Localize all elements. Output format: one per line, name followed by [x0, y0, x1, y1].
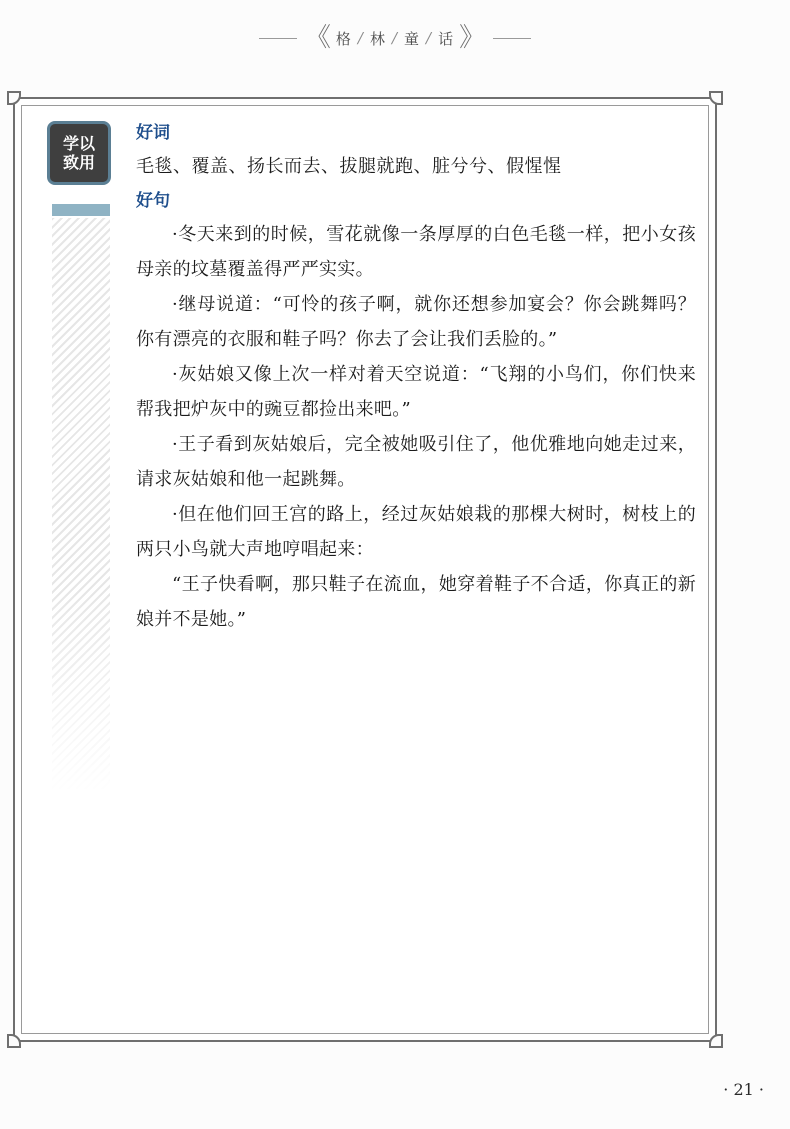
- header-right-bracket: 》: [459, 23, 486, 53]
- page-number: · 21 ·: [723, 1080, 764, 1099]
- sentence-item: [136, 427, 696, 497]
- main-content: [136, 117, 696, 637]
- sentence-text: ·继母说道：“可怜的孩子啊，就你还想参加宴会？你会跳舞吗？你有漂亮的衣服和鞋子吗？你去了会让我们丢脸的。”: [136, 294, 696, 350]
- decorative-stripes: [52, 218, 110, 793]
- frame-corner: [709, 1034, 723, 1048]
- sentence-item: [136, 497, 696, 567]
- sentence-text: ·王子看到灰姑娘后，完全被她吸引住了，他优雅地向她走过来，请求灰姑娘和他一起跳舞。: [136, 434, 696, 490]
- frame-corner: [709, 91, 723, 105]
- header-left-bracket: 《: [304, 23, 331, 53]
- sentence-item: [136, 217, 696, 287]
- sentence-text: “王子快看啊，那只鞋子在流血，她穿着鞋子不合适，你真正的新娘并不是她。”: [136, 574, 696, 630]
- book-title-char: 格: [335, 29, 352, 48]
- good-words-heading: 好词: [136, 123, 170, 143]
- sentence-item: [136, 567, 696, 637]
- book-title: [333, 28, 457, 49]
- running-header: [0, 18, 790, 58]
- section-badge: [47, 121, 111, 185]
- title-separator: /: [426, 29, 433, 47]
- frame-corner: [7, 1034, 21, 1048]
- book-title-char: 童: [404, 29, 421, 48]
- title-separator: /: [391, 29, 399, 47]
- frame-corner: [7, 91, 21, 105]
- book-title-char: 林: [369, 29, 386, 48]
- good-sentences-heading: 好句: [136, 191, 170, 211]
- sentence-item: [136, 287, 696, 357]
- title-separator: /: [357, 29, 364, 47]
- header-left-rule: [259, 38, 297, 39]
- badge-accent-bar: [52, 204, 110, 216]
- badge-line-2: 致用: [62, 153, 95, 172]
- book-title-char: 话: [438, 29, 455, 48]
- header-right-rule: [493, 38, 531, 39]
- sentence-text: ·但在他们回王宫的路上，经过灰姑娘栽的那棵大树时，树枝上的两只小鸟就大声地哼唱起来：: [136, 504, 696, 560]
- sentence-item: [136, 357, 696, 427]
- sentence-text: ·冬天来到的时候，雪花就像一条厚厚的白色毛毯一样，把小女孩母亲的坟墓覆盖得严严实实。: [136, 224, 696, 280]
- good-words-list: 毛毯、覆盖、扬长而去、拔腿就跑、脏兮兮、假惺惺: [136, 156, 562, 177]
- badge-line-1: 学以: [62, 134, 95, 153]
- sentence-text: ·灰姑娘又像上次一样对着天空说道：“飞翔的小鸟们，你们快来帮我把炉灰中的豌豆都捡出来吧。”: [136, 364, 696, 420]
